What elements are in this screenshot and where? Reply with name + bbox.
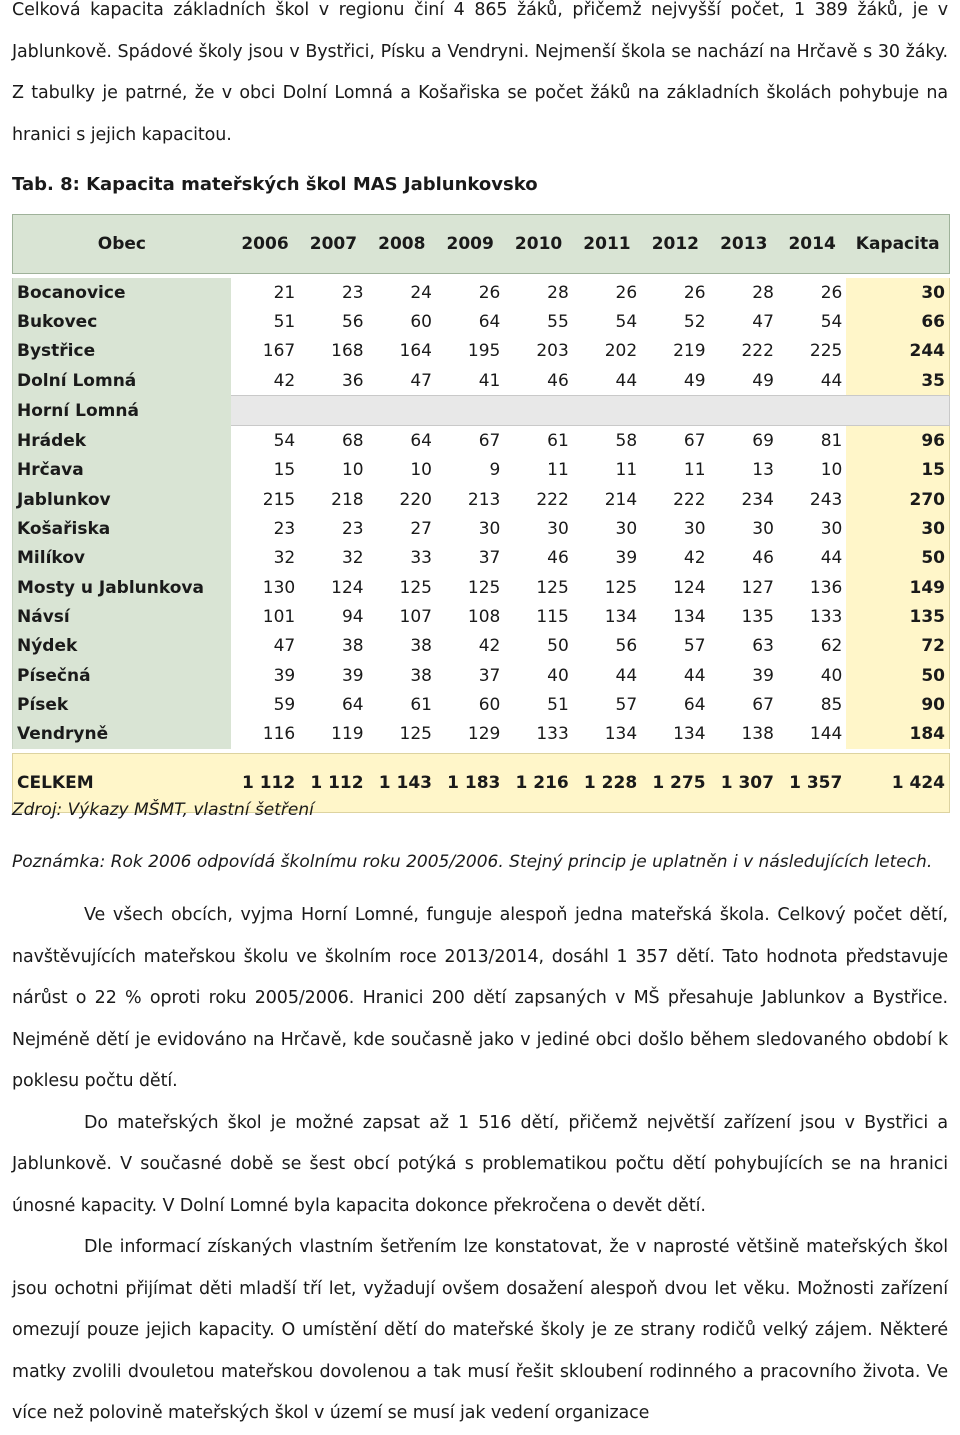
year-value: 33 — [410, 548, 432, 569]
year-value: 26 — [683, 282, 706, 303]
year-value: 144 — [809, 724, 843, 745]
municipality-name: Návsí — [13, 602, 231, 631]
year-value: 125 — [467, 577, 501, 598]
municipality-name: Písek — [13, 690, 231, 719]
year-value: 215 — [262, 489, 296, 510]
header-year: 2014 — [778, 215, 846, 274]
year-value: 52 — [683, 311, 706, 332]
municipality-name: Košařiska — [13, 514, 231, 543]
year-value: 69 — [752, 431, 774, 452]
total-year-value: 1 216 — [504, 753, 572, 812]
year-value: 28 — [752, 282, 774, 303]
table-row — [13, 456, 950, 485]
table-caption: Tab. 8: Kapacita mateřských škol MAS Jablunkovsko — [12, 174, 538, 195]
year-value: 54 — [273, 431, 296, 452]
year-value: 220 — [399, 489, 432, 510]
year-value: 60 — [478, 694, 501, 715]
year-value: 40 — [547, 665, 569, 686]
year-value: 26 — [478, 282, 501, 303]
year-value: 30 — [615, 519, 638, 540]
municipality-name: Jablunkov — [13, 485, 231, 514]
table-body — [13, 274, 950, 754]
year-value: 67 — [683, 431, 706, 452]
year-value: 134 — [604, 724, 638, 745]
municipality-name: Bystřice — [13, 337, 231, 366]
capacity-value: 72 — [846, 632, 949, 661]
year-value: 42 — [683, 548, 706, 569]
year-value: 39 — [615, 548, 638, 569]
municipality-name: Milíkov — [13, 544, 231, 573]
year-value: 51 — [547, 694, 569, 715]
year-value: 167 — [262, 341, 296, 362]
total-year-value: 1 112 — [231, 753, 299, 812]
year-value: 39 — [341, 665, 364, 686]
year-value: 219 — [673, 341, 706, 362]
no-data-band — [231, 396, 950, 426]
year-value: 67 — [478, 431, 501, 452]
header-year: 2013 — [710, 215, 778, 274]
year-value: 9 — [489, 460, 501, 481]
year-value: 36 — [341, 370, 364, 391]
year-value: 46 — [547, 370, 569, 391]
year-value: 30 — [478, 519, 501, 540]
total-year-value: 1 143 — [368, 753, 436, 812]
capacity-value: 66 — [846, 307, 949, 336]
table-row — [13, 396, 950, 426]
year-value: 101 — [262, 606, 296, 627]
year-value: 44 — [820, 548, 843, 569]
year-value: 94 — [341, 606, 364, 627]
municipality-name: Písečná — [13, 661, 231, 690]
table-row — [13, 602, 950, 631]
year-value: 47 — [410, 370, 432, 391]
municipality-name: Dolní Lomná — [13, 366, 231, 396]
table-row — [13, 366, 950, 396]
year-value: 54 — [820, 311, 843, 332]
year-value: 124 — [673, 577, 706, 598]
year-value: 225 — [809, 341, 843, 362]
year-value: 11 — [683, 460, 706, 481]
year-value: 24 — [410, 282, 432, 303]
total-year-value: 1 357 — [778, 753, 846, 812]
year-value: 168 — [331, 341, 364, 362]
header-kapacita: Kapacita — [846, 215, 949, 274]
year-value: 164 — [399, 341, 432, 362]
year-value: 44 — [615, 665, 638, 686]
municipality-name: Horní Lomná — [13, 396, 231, 426]
year-value: 10 — [341, 460, 364, 481]
year-value: 30 — [820, 519, 843, 540]
year-value: 124 — [331, 577, 364, 598]
table-row — [13, 690, 950, 719]
year-value: 49 — [683, 370, 706, 391]
year-value: 222 — [536, 489, 569, 510]
year-value: 125 — [604, 577, 638, 598]
year-value: 30 — [547, 519, 569, 540]
year-value: 44 — [615, 370, 638, 391]
year-value: 130 — [262, 577, 296, 598]
year-value: 44 — [820, 370, 843, 391]
table-source: Zdroj: Výkazy MŠMT, vlastní šetření — [12, 800, 314, 820]
header-year: 2011 — [573, 215, 641, 274]
year-value: 202 — [604, 341, 638, 362]
capacity-value: 30 — [846, 278, 949, 307]
year-value: 243 — [809, 489, 843, 510]
year-value: 213 — [467, 489, 501, 510]
total-capacity-value: 1 424 — [846, 753, 949, 812]
header-year: 2008 — [368, 215, 436, 274]
year-value: 218 — [331, 489, 364, 510]
year-value: 55 — [547, 311, 569, 332]
table-row — [13, 514, 950, 543]
capacity-value: 90 — [846, 690, 949, 719]
year-value: 63 — [752, 636, 774, 657]
year-value: 64 — [478, 311, 501, 332]
year-value: 38 — [341, 636, 364, 657]
total-label: CELKEM — [13, 753, 231, 812]
year-value: 10 — [410, 460, 432, 481]
year-value: 67 — [752, 694, 774, 715]
year-value: 47 — [273, 636, 296, 657]
header-year: 2009 — [436, 215, 504, 274]
total-year-value: 1 112 — [299, 753, 367, 812]
table-row — [13, 632, 950, 661]
year-value: 23 — [341, 519, 364, 540]
year-value: 46 — [752, 548, 774, 569]
table-note: Poznámka: Rok 2006 odpovídá školnímu roku 2005/2006. Stejný princip je uplatněn i v následujících letech. — [12, 852, 933, 872]
year-value: 37 — [478, 548, 501, 569]
total-year-value: 1 275 — [641, 753, 709, 812]
year-value: 116 — [262, 724, 296, 745]
header-year: 2012 — [641, 215, 709, 274]
municipality-name: Vendryně — [13, 719, 231, 748]
year-value: 56 — [341, 311, 364, 332]
year-value: 134 — [673, 606, 706, 627]
year-value: 15 — [273, 460, 296, 481]
capacity-value: 35 — [846, 366, 949, 396]
year-value: 49 — [752, 370, 774, 391]
year-value: 234 — [741, 489, 774, 510]
year-value: 57 — [615, 694, 638, 715]
capacity-value: 96 — [846, 426, 949, 456]
year-value: 133 — [536, 724, 569, 745]
year-value: 115 — [536, 606, 569, 627]
table-row — [13, 426, 950, 456]
capacity-value: 50 — [846, 544, 949, 573]
municipality-name: Bocanovice — [13, 278, 231, 307]
table-row — [13, 573, 950, 602]
year-value: 68 — [341, 431, 364, 452]
year-value: 125 — [536, 577, 569, 598]
capacity-value: 149 — [846, 573, 949, 602]
year-value: 13 — [752, 460, 774, 481]
year-value: 119 — [331, 724, 364, 745]
year-value: 61 — [547, 431, 569, 452]
year-value: 10 — [820, 460, 843, 481]
year-value: 21 — [273, 282, 296, 303]
year-value: 222 — [741, 341, 774, 362]
year-value: 30 — [683, 519, 706, 540]
municipality-name: Mosty u Jablunkova — [13, 573, 231, 602]
year-value: 44 — [683, 665, 706, 686]
year-value: 54 — [615, 311, 638, 332]
year-value: 64 — [683, 694, 706, 715]
year-value: 28 — [547, 282, 569, 303]
year-value: 26 — [615, 282, 638, 303]
table-row — [13, 337, 950, 366]
municipality-name: Hrčava — [13, 456, 231, 485]
capacity-value: 50 — [846, 661, 949, 690]
year-value: 27 — [410, 519, 432, 540]
year-value: 127 — [741, 577, 774, 598]
year-value: 214 — [604, 489, 638, 510]
year-value: 39 — [752, 665, 774, 686]
year-value: 136 — [809, 577, 843, 598]
year-value: 11 — [547, 460, 569, 481]
kindergarten-capacity-table — [12, 214, 950, 813]
year-value: 32 — [273, 548, 296, 569]
capacity-value: 270 — [846, 485, 949, 514]
year-value: 107 — [399, 606, 432, 627]
year-value: 41 — [478, 370, 501, 391]
header-year: 2010 — [504, 215, 572, 274]
capacity-value: 15 — [846, 456, 949, 485]
year-value: 58 — [615, 431, 638, 452]
year-value: 46 — [547, 548, 569, 569]
year-value: 85 — [820, 694, 843, 715]
year-value: 195 — [467, 341, 501, 362]
year-value: 23 — [273, 519, 296, 540]
year-value: 42 — [273, 370, 296, 391]
year-value: 51 — [273, 311, 296, 332]
total-year-value: 1 307 — [710, 753, 778, 812]
year-value: 222 — [673, 489, 706, 510]
capacity-value: 184 — [846, 719, 949, 748]
body-paragraph: Dle informací získaných vlastním šetřením lze konstatovat, že v naprosté většině mateřských škol jsou ochotni přijímat děti mladší tří let, vyžadují ovšem dosažení alespoň dvou let věku. Možnosti zařízení omezují pouze jejich kapacity. O umístění dětí do mateřské školy je ze strany rodičů velký zájem. Některé matky zvolili dvouletou mateřskou dovolenou a tak musí řešit skloubení rodinného a pracovního života. Ve více než polovině mateřských škol v území se musí jak vedení organizace — [12, 1237, 948, 1423]
municipality-name: Nýdek — [13, 632, 231, 661]
year-value: 38 — [410, 636, 432, 657]
capacity-value: 30 — [846, 514, 949, 543]
table-row — [13, 544, 950, 573]
year-value: 81 — [820, 431, 843, 452]
year-value: 23 — [341, 282, 364, 303]
year-value: 61 — [410, 694, 432, 715]
intro-paragraph: Celková kapacita základních škol v regionu činí 4 865 žáků, přičemž nejvyšší počet, 1 389 žáků, je v Jablunkově. Spádové školy jsou v Bystřici, Písku a Vendryni. Nejmenší škola se nachází na Hrčavě s 30 žáky. Z tabulky je patrné, že v obci Dolní Lomná a Košařiska se počet žáků na základních školách pohybuje na hranici s jejich kapacitou. — [12, 0, 948, 145]
total-year-value: 1 228 — [573, 753, 641, 812]
body-text — [12, 895, 948, 1435]
year-value: 125 — [399, 577, 432, 598]
year-value: 138 — [741, 724, 774, 745]
year-value: 129 — [467, 724, 501, 745]
municipality-name: Bukovec — [13, 307, 231, 336]
body-paragraph: Ve všech obcích, vyjma Horní Lomné, funguje alespoň jedna mateřská škola. Celkový počet dětí, navštěvujících mateřskou školu ve školním roce 2013/2014, dosáhl 1 357 dětí. Tato hodnota představuje nárůst o 22 % oproti roku 2005/2006. Hranici 200 dětí zapsaných v MŠ přesahuje Jablunkov a Bystřice. Nejméně dětí je evidováno na Hrčavě, kde současně jako v jediné obci došlo během sledovaného období k poklesu počtu dětí. — [12, 905, 948, 1091]
year-value: 50 — [547, 636, 569, 657]
year-value: 30 — [752, 519, 774, 540]
header-obec: Obec — [13, 215, 231, 274]
table-row — [13, 719, 950, 748]
year-value: 37 — [478, 665, 501, 686]
municipality-name: Hrádek — [13, 426, 231, 456]
year-value: 64 — [410, 431, 432, 452]
year-value: 108 — [467, 606, 501, 627]
year-value: 39 — [273, 665, 296, 686]
table-header-row — [13, 215, 950, 274]
year-value: 64 — [341, 694, 364, 715]
year-value: 38 — [410, 665, 432, 686]
year-value: 125 — [399, 724, 432, 745]
table-row — [13, 661, 950, 690]
year-value: 133 — [809, 606, 843, 627]
year-value: 134 — [673, 724, 706, 745]
year-value: 57 — [683, 636, 706, 657]
total-year-value: 1 183 — [436, 753, 504, 812]
year-value: 56 — [615, 636, 638, 657]
year-value: 40 — [820, 665, 843, 686]
capacity-value: 135 — [846, 602, 949, 631]
year-value: 59 — [273, 694, 296, 715]
year-value: 134 — [604, 606, 638, 627]
year-value: 11 — [615, 460, 638, 481]
year-value: 135 — [741, 606, 774, 627]
year-value: 62 — [820, 636, 843, 657]
year-value: 32 — [341, 548, 364, 569]
year-value: 203 — [536, 341, 569, 362]
year-value: 26 — [820, 282, 843, 303]
body-paragraph: Do mateřských škol je možné zapsat až 1 516 dětí, přičemž největší zařízení jsou v Bystřici a Jablunkově. V současné době se šest obcí potýká s problematikou počtu dětí pohybujících se na hranici únosné kapacity. V Dolní Lomné byla kapacita dokonce překročena o devět dětí. — [12, 1112, 948, 1216]
year-value: 60 — [410, 311, 432, 332]
table-row — [13, 307, 950, 336]
year-value: 47 — [752, 311, 774, 332]
table-row — [13, 485, 950, 514]
header-year: 2007 — [299, 215, 367, 274]
capacity-value: 244 — [846, 337, 949, 366]
header-year: 2006 — [231, 215, 299, 274]
year-value: 42 — [478, 636, 501, 657]
table-row — [13, 278, 950, 307]
